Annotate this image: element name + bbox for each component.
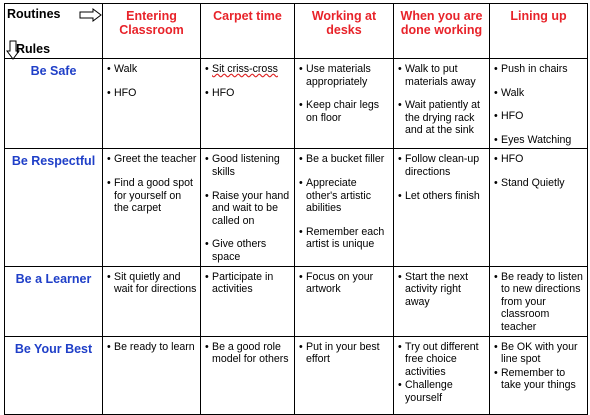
cell-be-your-best-entering	[103, 336, 201, 414]
rule-row-be-respectful	[5, 149, 588, 266]
cell-be-your-best-carpet	[201, 336, 295, 414]
list-item: • Put in your best effort	[299, 341, 390, 366]
list-item: • Be ready to listen to new directions from your classroom teacher	[494, 271, 584, 334]
cell-be-a-learner-desks	[295, 266, 394, 336]
cell-be-safe-lining	[490, 59, 588, 149]
cell-be-respectful-done	[394, 149, 490, 266]
cell-be-your-best-desks	[295, 336, 394, 414]
list-item: • Good listening skills	[205, 153, 291, 178]
cell-be-respectful-carpet	[201, 149, 295, 266]
spelling-underlined-text: Sit criss-cross	[212, 63, 278, 75]
cell-be-a-learner-entering	[103, 266, 201, 336]
list-item: • HFO	[494, 153, 584, 166]
list-item: • Sit quietly and wait for directions	[107, 271, 197, 296]
list-item: • Use materials appropriately	[299, 63, 390, 88]
cell-be-respectful-lining	[490, 149, 588, 266]
list-item: • Raise your hand and wait to be called on	[205, 190, 291, 228]
cell-be-respectful-entering	[103, 149, 201, 266]
list-item: • Give others space	[205, 238, 291, 263]
row-header-be-safe: Be Safe	[5, 59, 103, 149]
routines-label: Routines	[7, 7, 61, 21]
list-item: • Keep chair legs on floor	[299, 99, 390, 124]
list-item: • HFO	[494, 110, 584, 123]
behavior-matrix-table	[4, 3, 588, 415]
list-item: • Focus on your artwork	[299, 271, 390, 296]
list-item: • Be a good role model for others	[205, 341, 291, 366]
column-header-when-done-working: When you are done working	[394, 4, 490, 59]
list-item: • Walk	[494, 87, 584, 100]
column-header-carpet-time: Carpet time	[201, 4, 295, 59]
list-item: • Follow clean-up directions	[398, 153, 486, 178]
list-item	[205, 63, 291, 76]
rules-label: Rules	[16, 42, 51, 56]
column-header-lining-up: Lining up	[490, 4, 588, 59]
cell-be-a-learner-done	[394, 266, 490, 336]
list-item: • Wait patiently at the drying rack and at the sink	[398, 99, 486, 137]
list-item: • Participate in activities	[205, 271, 291, 296]
cell-be-a-learner-lining	[490, 266, 588, 336]
list-item: • Be OK with your line spot	[494, 341, 584, 366]
header-row	[5, 4, 588, 59]
cell-be-your-best-lining	[490, 336, 588, 414]
cell-be-safe-done	[394, 59, 490, 149]
list-item: • Challenge yourself	[398, 379, 486, 404]
row-header-be-your-best: Be Your Best	[5, 336, 103, 414]
list-item: • Remember each artist is unique	[299, 226, 390, 251]
column-header-entering-classroom: Entering Classroom	[103, 4, 201, 59]
list-item: • Push in chairs	[494, 63, 584, 76]
corner-cell	[5, 4, 103, 59]
list-item: • Greet the teacher	[107, 153, 197, 166]
list-item: • Eyes Watching	[494, 134, 584, 147]
cell-be-your-best-done	[394, 336, 490, 414]
cell-be-safe-entering	[103, 59, 201, 149]
list-item: • Appreciate other's artistic abilities	[299, 177, 390, 215]
list-item: • Be ready to learn	[107, 341, 197, 354]
list-item: • Walk	[107, 63, 197, 76]
list-item: • Try out different free choice activities	[398, 341, 486, 379]
column-header-working-at-desks: Working at desks	[295, 4, 394, 59]
list-item: • Find a good spot for yourself on the carpet	[107, 177, 197, 215]
rule-row-be-a-learner	[5, 266, 588, 336]
list-item: • Be a bucket filler	[299, 153, 390, 166]
cell-be-a-learner-carpet	[201, 266, 295, 336]
list-item: • Stand Quietly	[494, 177, 584, 190]
row-header-be-a-learner: Be a Learner	[5, 266, 103, 336]
list-item: • Let others finish	[398, 190, 486, 203]
cell-be-safe-desks	[295, 59, 394, 149]
list-item: • Walk to put materials away	[398, 63, 486, 88]
list-item: • Remember to take your things	[494, 367, 584, 392]
arrow-right-icon	[79, 8, 103, 22]
list-item: • HFO	[107, 87, 197, 100]
row-header-be-respectful: Be Respectful	[5, 149, 103, 266]
list-item: • Start the next activity right away	[398, 271, 486, 309]
cell-be-respectful-desks	[295, 149, 394, 266]
cell-be-safe-carpet	[201, 59, 295, 149]
rule-row-be-your-best	[5, 336, 588, 414]
rule-row-be-safe	[5, 59, 588, 149]
list-item: • HFO	[205, 87, 291, 100]
